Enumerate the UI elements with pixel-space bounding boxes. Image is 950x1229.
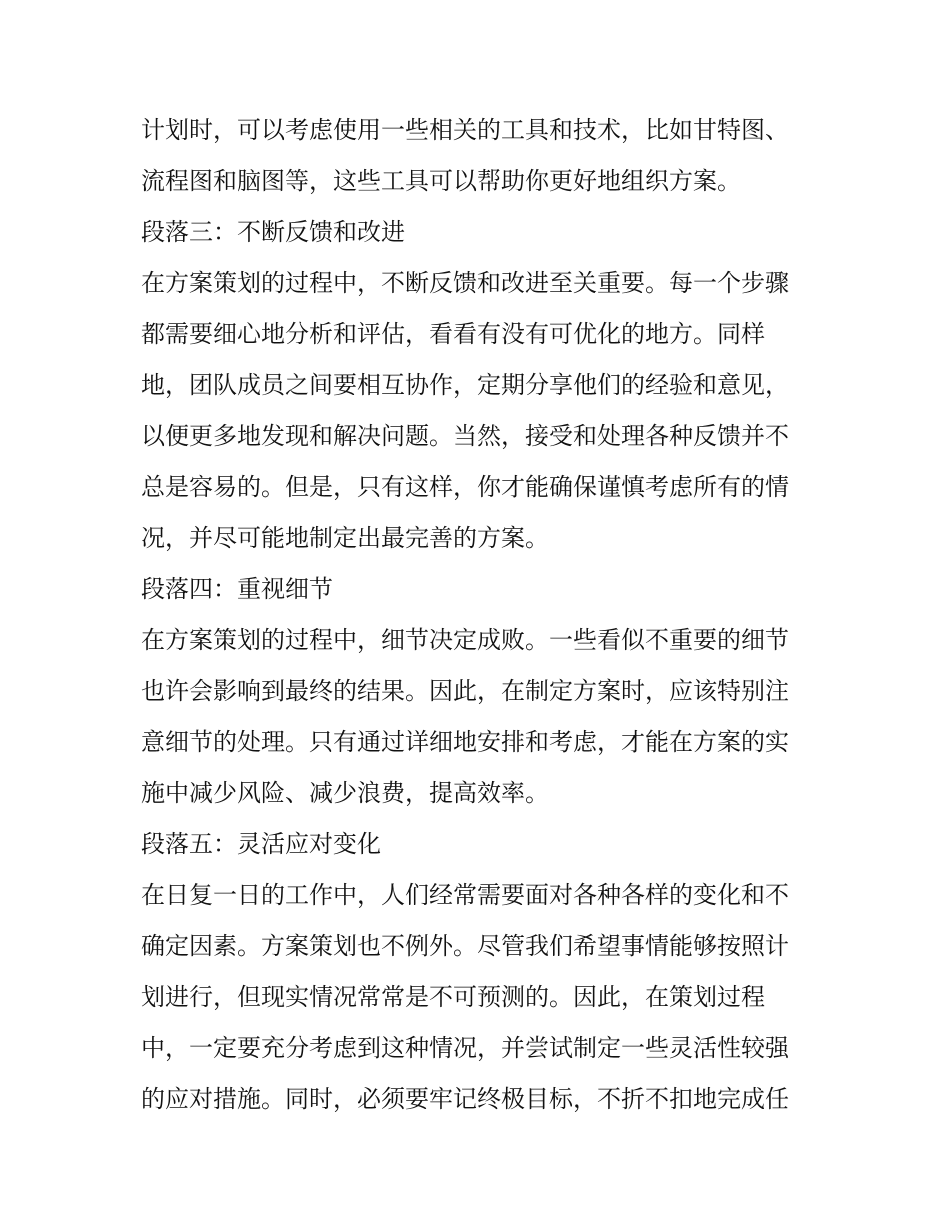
- text-line-16: 在日复一日的工作中，人们经常需要面对各种各样的变化和不: [141, 881, 789, 909]
- text-line-18: 划进行，但现实情况常常是不可预测的。因此，在策划过程: [141, 983, 765, 1011]
- text-line-11: 在方案策划的过程中，细节决定成败。一些看似不重要的细节: [141, 626, 789, 654]
- text-line-6: 地，团队成员之间要相互协作，定期分享他们的经验和意见，: [141, 371, 789, 399]
- text-line-5: 都需要细心地分析和评估，看看有没有可优化的地方。同样: [141, 320, 765, 348]
- text-line-7: 以便更多地发现和解决问题。当然，接受和处理各种反馈并不: [141, 422, 789, 450]
- text-line-19: 中，一定要充分考虑到这种情况，并尝试制定一些灵活性较强: [141, 1034, 789, 1062]
- text-line-13: 意细节的处理。只有通过详细地安排和考虑，才能在方案的实: [141, 728, 789, 756]
- section-heading-5: 段落五：灵活应对变化: [141, 830, 381, 858]
- section-heading-3: 段落三：不断反馈和改进: [141, 218, 405, 246]
- text-line-12: 也许会影响到最终的结果。因此，在制定方案时，应该特别注: [141, 677, 789, 705]
- text-line-8: 总是容易的。但是，只有这样，你才能确保谨慎考虑所有的情: [141, 473, 789, 501]
- text-line-17: 确定因素。方案策划也不例外。尽管我们希望事情能够按照计: [141, 932, 789, 960]
- text-line-2: 流程图和脑图等，这些工具可以帮助你更好地组织方案。: [141, 167, 741, 195]
- text-line-9: 况，并尽可能地制定出最完善的方案。: [141, 524, 549, 552]
- text-line-4: 在方案策划的过程中，不断反馈和改进至关重要。每一个步骤: [141, 269, 789, 297]
- document-body: [141, 105, 816, 1125]
- text-line-14: 施中减少风险、减少浪费，提高效率。: [141, 779, 549, 807]
- text-line-1: 计划时，可以考虑使用一些相关的工具和技术，比如甘特图、: [141, 116, 789, 144]
- text-line-20: 的应对措施。同时，必须要牢记终极目标，不折不扣地完成任: [141, 1085, 789, 1113]
- section-heading-4: 段落四：重视细节: [141, 575, 333, 603]
